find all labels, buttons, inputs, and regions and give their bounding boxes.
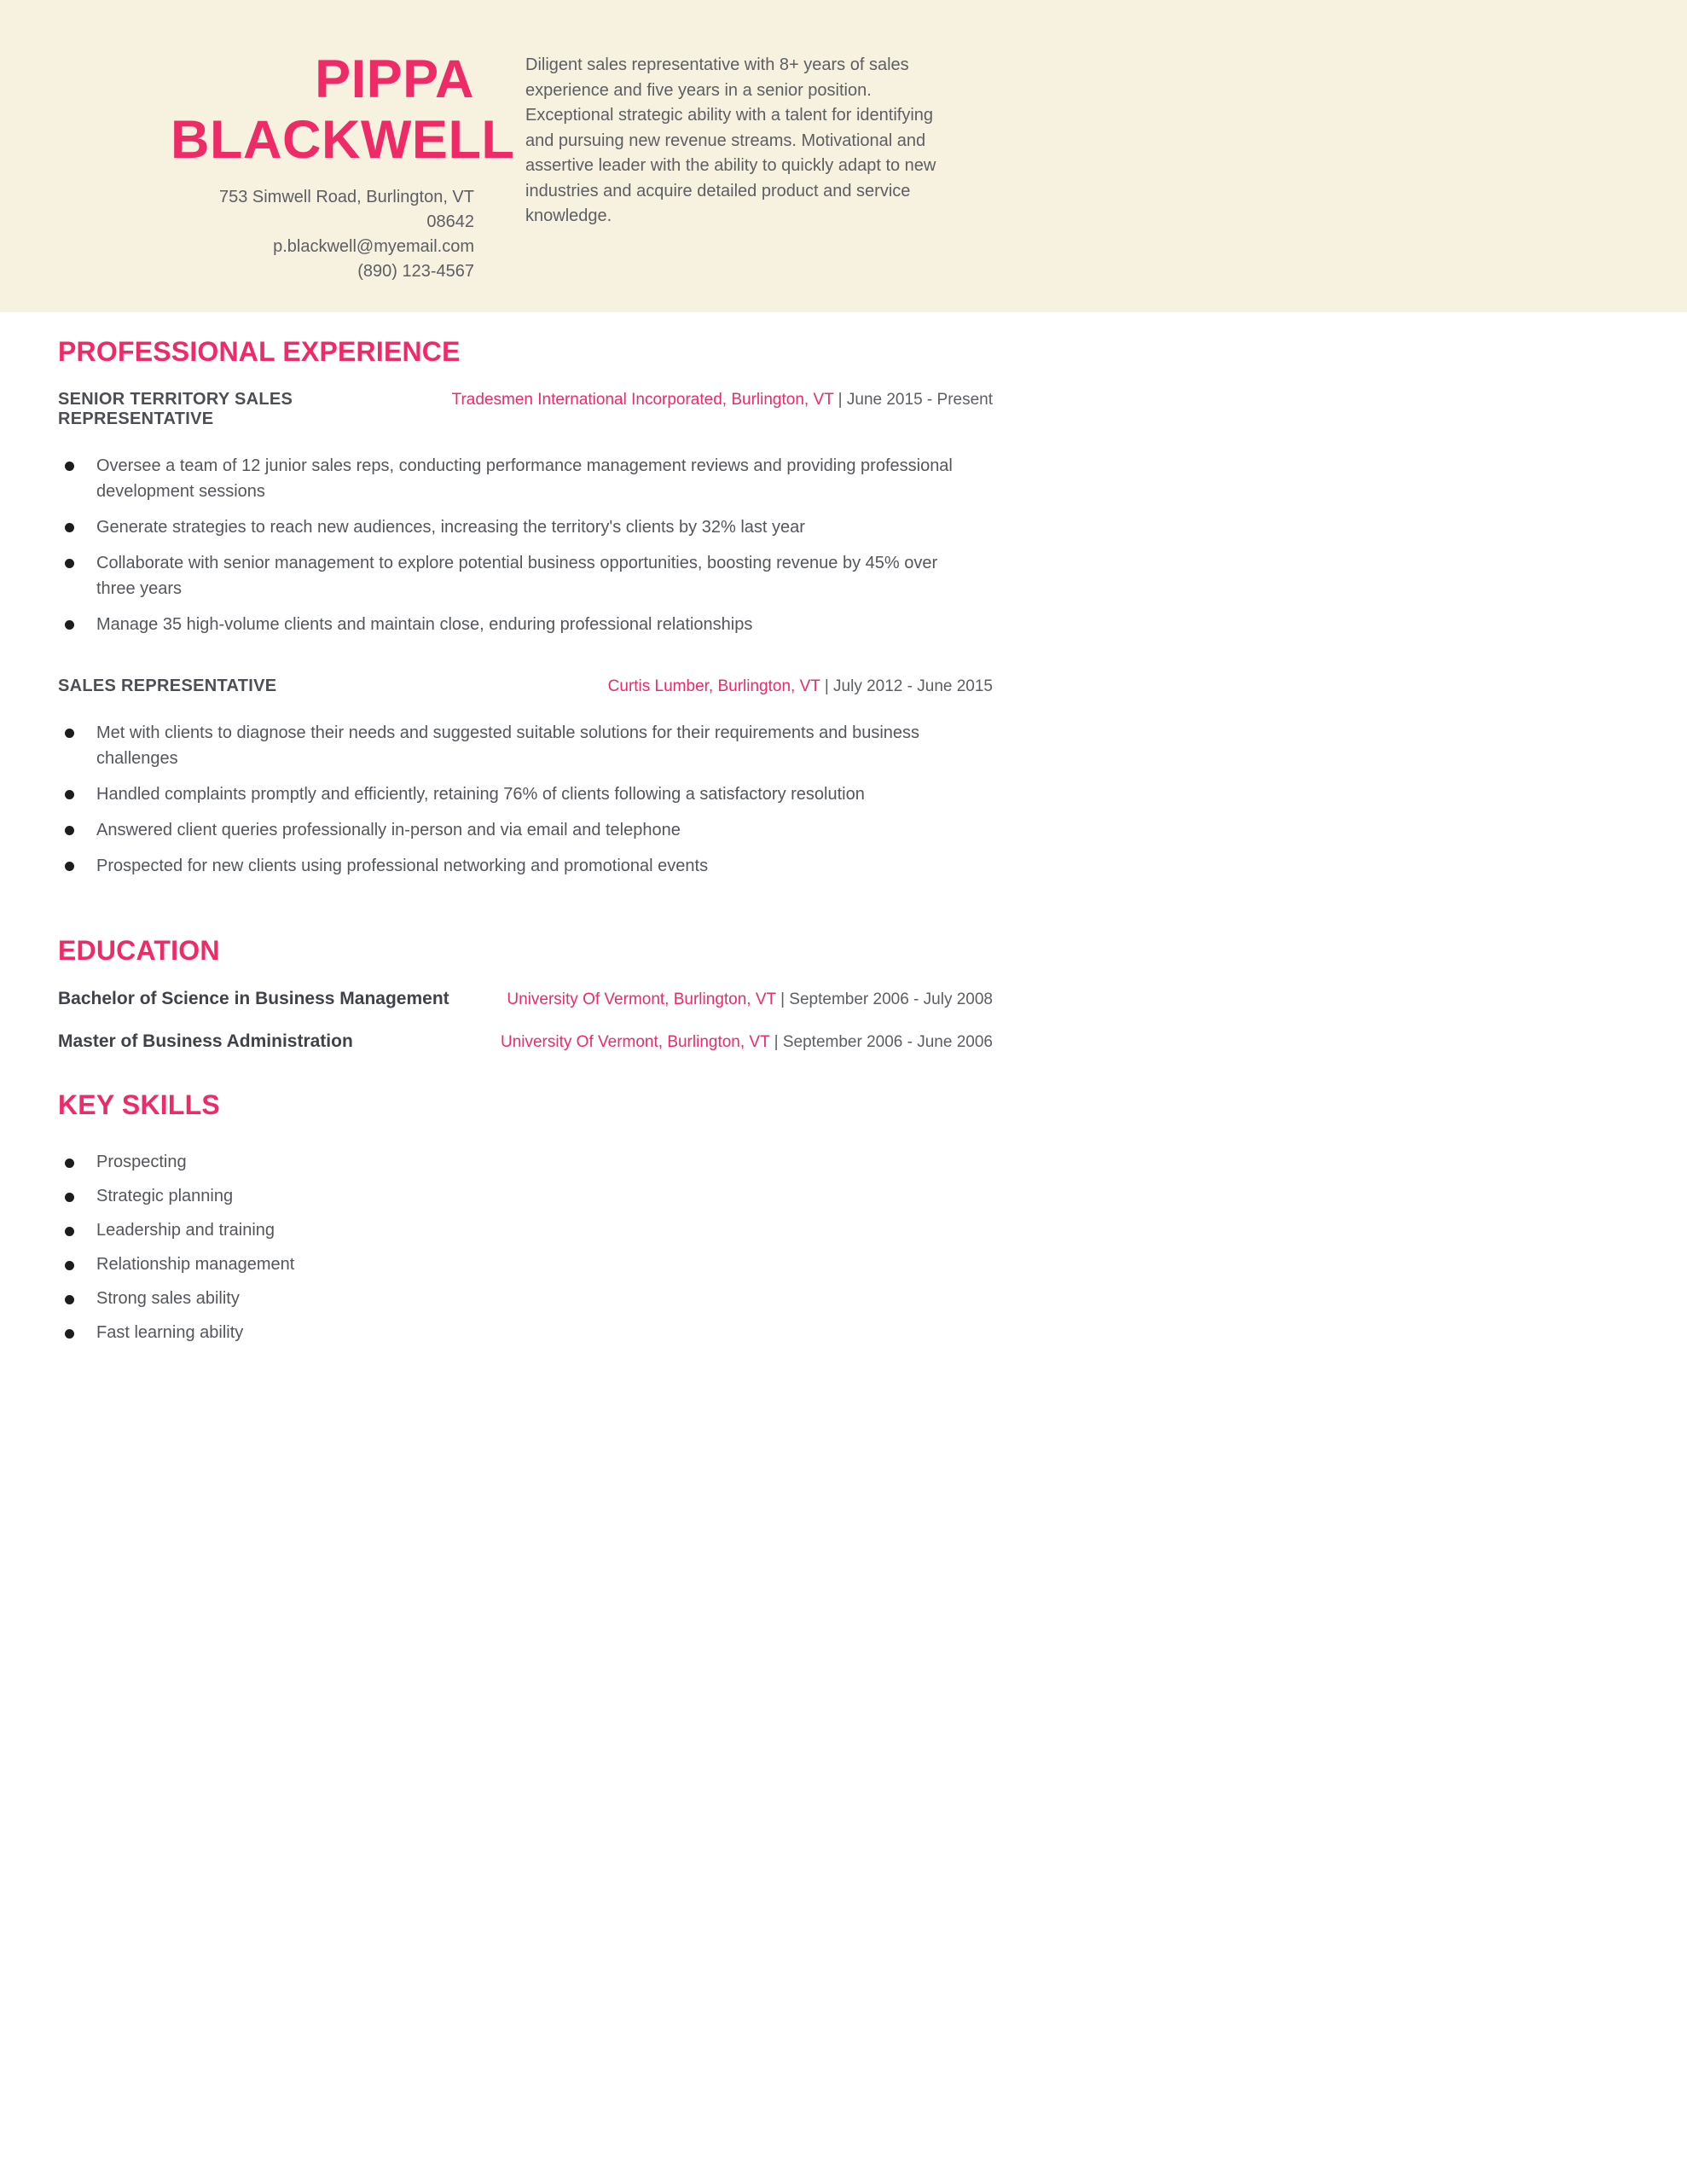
skill-text: Relationship management [96, 1255, 295, 1274]
bullet-dot-icon [65, 1329, 74, 1339]
bullet-dot-icon [65, 523, 74, 532]
bullet-dot-icon [65, 1227, 74, 1236]
contact-block [171, 185, 474, 284]
job-bullet-text: Generate strategies to reach new audiences, increasing the territory's clients by 32% last year [96, 518, 805, 537]
bullet-dot-icon [65, 729, 74, 738]
job-bullet-text: Answered client queries professionally in-person and via email and telephone [96, 821, 681, 839]
job-period: | June 2015 - Present [838, 391, 993, 409]
skill-item [58, 1287, 1058, 1310]
job-bullet [58, 453, 954, 504]
section-experience [58, 336, 1058, 879]
skill-item [58, 1321, 1058, 1345]
education-meta [507, 990, 993, 1009]
header-inner [0, 49, 1687, 284]
job-title: SALES REPRESENTATIVE [58, 677, 277, 695]
identity-block [171, 49, 515, 284]
job-entry [58, 677, 1058, 879]
job-bullet [58, 817, 954, 843]
job-bullet-list [58, 453, 1058, 637]
bullet-dot-icon [65, 620, 74, 630]
education-period: | September 2006 - July 2008 [780, 990, 993, 1008]
bullet-dot-icon [65, 862, 74, 871]
job-bullet [58, 781, 954, 807]
school-name: University Of Vermont, Burlington, VT [507, 990, 776, 1008]
job-company: Curtis Lumber, Burlington, VT [607, 677, 820, 695]
education-entry [58, 1031, 993, 1052]
contact-phone: (890) 123-4567 [357, 262, 474, 282]
contact-address: 753 Simwell Road, Burlington, VT 08642 [218, 188, 474, 232]
skill-item [58, 1218, 1058, 1242]
education-meta [501, 1033, 993, 1052]
job-bullet-text: Prospected for new clients using professional networking and promotional events [96, 857, 709, 875]
job-period: | July 2012 - June 2015 [824, 677, 993, 695]
job-header [58, 677, 993, 696]
education-entry [58, 989, 993, 1009]
job-meta [608, 677, 993, 696]
skill-text: Strategic planning [96, 1187, 234, 1205]
job-bullet [58, 720, 954, 771]
candidate-name [171, 49, 515, 170]
section-education [58, 935, 1058, 1052]
job-meta [452, 391, 993, 410]
section-title-skills: KEY SKILLS [58, 1089, 220, 1120]
skill-item [58, 1252, 1058, 1276]
job-bullet [58, 514, 954, 540]
education-period: | September 2006 - June 2006 [774, 1033, 993, 1051]
job-bullet-text: Collaborate with senior management to explore potential business opportunities, boosting revenue by 45% over three years [96, 554, 938, 598]
job-title: SENIOR TERRITORY SALES REPRESENTATIVE [58, 390, 293, 428]
summary-text: Diligent sales representative with 8+ years of sales experience and five years in a senior position. Exceptional strategic ability with a talent for identifying and pursuing new revenue streams. Motivational and assertive leader with the ability to quickly adapt to new industries and acquire detailed product and service knowledge. [525, 55, 936, 225]
skill-text: Fast learning ability [96, 1323, 244, 1342]
job-header [58, 390, 993, 429]
bullet-dot-icon [65, 1193, 74, 1202]
skill-text: Strong sales ability [96, 1289, 240, 1308]
skill-item [58, 1184, 1058, 1208]
job-bullet-text: Oversee a team of 12 junior sales reps, conducting performance management reviews and providing professional development sessions [96, 456, 953, 501]
bullet-dot-icon [65, 1159, 74, 1168]
job-bullet [58, 550, 954, 601]
contact-email: p.blackwell@myemail.com [273, 237, 474, 257]
section-skills [58, 1089, 1058, 1345]
skill-text: Leadership and training [96, 1221, 275, 1240]
degree-title: Master of Business Administration [58, 1031, 353, 1051]
job-bullet-text: Manage 35 high-volume clients and maintain close, enduring professional relationships [96, 615, 753, 634]
job-company: Tradesmen International Incorporated, Burlington, VT [451, 391, 834, 409]
skill-list [58, 1150, 1058, 1345]
job-bullet [58, 853, 954, 879]
bullet-dot-icon [65, 826, 74, 835]
school-name: University Of Vermont, Burlington, VT [500, 1033, 770, 1051]
bullet-dot-icon [65, 1261, 74, 1270]
bullet-dot-icon [65, 462, 74, 471]
section-title-education: EDUCATION [58, 935, 220, 966]
candidate-name-line2: BLACKWELL [171, 109, 515, 170]
candidate-name-line1: PIPPA [315, 49, 474, 109]
skill-item [58, 1150, 1058, 1174]
resume-header [0, 0, 1687, 312]
job-bullet [58, 612, 954, 637]
bullet-dot-icon [65, 1295, 74, 1304]
bullet-dot-icon [65, 790, 74, 799]
job-bullet-text: Met with clients to diagnose their needs and suggested suitable solutions for their requirements and business challenges [96, 723, 920, 768]
job-bullet-text: Handled complaints promptly and efficiently, retaining 76% of clients following a satisfactory resolution [96, 785, 865, 804]
degree-title: Bachelor of Science in Business Management [58, 989, 449, 1008]
job-bullet-list [58, 720, 1058, 879]
section-title-experience: PROFESSIONAL EXPERIENCE [58, 336, 461, 367]
skill-text: Prospecting [96, 1153, 187, 1171]
resume-body [0, 312, 1058, 1345]
bullet-dot-icon [65, 559, 74, 568]
job-entry [58, 390, 1058, 637]
